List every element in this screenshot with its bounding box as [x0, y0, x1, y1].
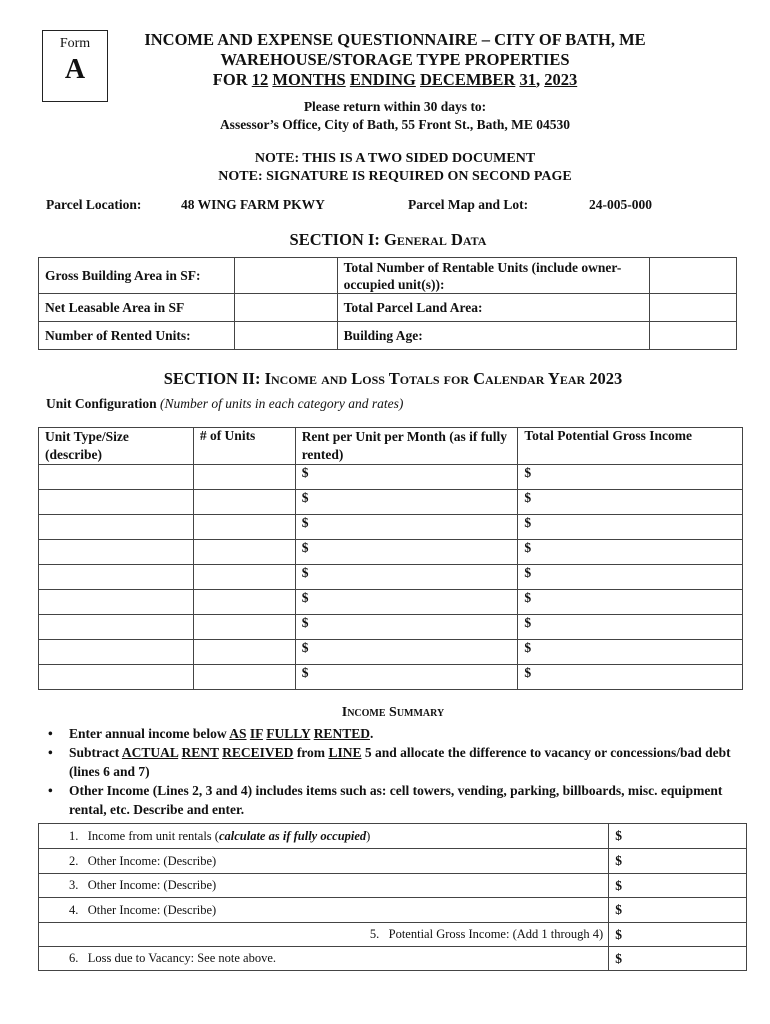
form-letter-box	[42, 30, 108, 102]
income-line-1-amount[interactable]: $	[609, 824, 747, 849]
return-address: Assessor’s Office, City of Bath, 55 Front St., Bath, ME 04530	[219, 117, 571, 132]
parcel-location-value: 48 WING FARM PKWY	[181, 197, 325, 212]
total-income-cell[interactable]: $	[518, 490, 743, 515]
general-data-row	[39, 322, 737, 350]
unit-count-cell[interactable]	[193, 665, 295, 690]
gross-building-area-input[interactable]	[234, 258, 337, 294]
rent-per-unit-cell[interactable]: $	[295, 565, 518, 590]
unit-type-cell[interactable]	[39, 465, 194, 490]
instruction-item: • Other Income (Lines 2, 3 and 4) includes items such as: cell towers, vending, parking, billboards, misc. equipment rental, etc. Describe and enter.	[48, 783, 723, 817]
building-age-label: Building Age:	[337, 322, 650, 350]
notes	[112, 150, 678, 186]
unit-row	[39, 465, 743, 490]
parcel-map-label: Parcel Map and Lot:	[408, 197, 529, 212]
total-income-cell[interactable]: $	[518, 465, 743, 490]
income-line-2-amount[interactable]: $	[609, 849, 747, 874]
total-rentable-units-input[interactable]	[650, 258, 737, 294]
income-line-1: 1. Income from unit rentals (calculate as if fully occupied)	[39, 824, 609, 849]
instruction-item: • Enter annual income below AS IF FULLY RENTED.	[48, 726, 374, 741]
rent-per-unit-cell[interactable]: $	[295, 540, 518, 565]
total-income-cell[interactable]: $	[518, 590, 743, 615]
unit-type-cell[interactable]	[39, 515, 194, 540]
total-rentable-units-label: Total Number of Rentable Units (include owner-occupied unit(s)):	[337, 258, 650, 294]
note-signature: NOTE: SIGNATURE IS REQUIRED ON SECOND PAGE	[218, 169, 572, 184]
unit-type-cell[interactable]	[39, 490, 194, 515]
parcel-location-label: Parcel Location:	[46, 197, 142, 212]
return-instructions	[112, 98, 678, 134]
return-line-1: Please return within 30 days to:	[303, 99, 487, 114]
income-line-3: 3. Other Income: (Describe)	[39, 874, 609, 898]
income-line-3-amount[interactable]: $	[609, 874, 747, 898]
total-potential-income-header: Total Potential Gross Income	[518, 428, 743, 465]
total-parcel-land-area-input[interactable]	[650, 294, 737, 322]
title-line-3: FOR 12 MONTHS ENDING DECEMBER 31, 2023	[212, 70, 578, 89]
total-parcel-land-area-label: Total Parcel Land Area:	[337, 294, 650, 322]
unit-row	[39, 590, 743, 615]
income-summary-table	[38, 823, 747, 971]
unit-count-cell[interactable]	[193, 515, 295, 540]
section-1-title: SECTION I: General Data	[289, 230, 487, 249]
unit-count-cell[interactable]	[193, 590, 295, 615]
form-letter: A	[64, 54, 86, 85]
unit-configuration-note: (Number of units in each category and rates)	[160, 396, 404, 411]
income-summary-instructions	[46, 724, 736, 819]
unit-count-cell[interactable]	[193, 490, 295, 515]
unit-count-cell[interactable]	[193, 615, 295, 640]
unit-configuration-label: Unit Configuration	[46, 396, 157, 411]
unit-type-cell[interactable]	[39, 590, 194, 615]
unit-row	[39, 615, 743, 640]
unit-type-cell[interactable]	[39, 640, 194, 665]
unit-count-cell[interactable]	[193, 540, 295, 565]
rent-per-unit-cell[interactable]: $	[295, 465, 518, 490]
rent-per-unit-cell[interactable]: $	[295, 590, 518, 615]
document-title	[112, 30, 678, 90]
rent-per-unit-cell[interactable]: $	[295, 515, 518, 540]
income-row	[39, 947, 747, 971]
unit-count-cell[interactable]	[193, 565, 295, 590]
rent-per-unit-header: Rent per Unit per Month (as if fully rented)	[295, 428, 518, 465]
number-rented-units-label: Number of Rented Units:	[39, 322, 235, 350]
net-leasable-area-label: Net Leasable Area in SF	[39, 294, 235, 322]
rent-per-unit-cell[interactable]: $	[295, 615, 518, 640]
unit-type-header: Unit Type/Size (describe)	[39, 428, 194, 465]
note-two-sided: NOTE: THIS IS A TWO SIDED DOCUMENT	[254, 151, 536, 166]
unit-row	[39, 490, 743, 515]
income-line-5-amount[interactable]: $	[609, 923, 747, 947]
title-line-1: INCOME AND EXPENSE QUESTIONNAIRE – CITY OF BATH, ME	[144, 30, 646, 49]
income-line-6: 6. Loss due to Vacancy: See note above.	[39, 947, 609, 971]
unit-type-cell[interactable]	[39, 540, 194, 565]
unit-configuration-heading	[46, 396, 403, 412]
building-age-input[interactable]	[650, 322, 737, 350]
total-income-cell[interactable]: $	[518, 615, 743, 640]
unit-row	[39, 540, 743, 565]
general-data-table	[38, 257, 737, 350]
unit-configuration-table	[38, 427, 743, 690]
rent-per-unit-cell[interactable]: $	[295, 665, 518, 690]
number-rented-units-input[interactable]	[234, 322, 337, 350]
income-row	[39, 874, 747, 898]
income-row	[39, 898, 747, 923]
income-line-2: 2. Other Income: (Describe)	[39, 849, 609, 874]
unit-row	[39, 665, 743, 690]
form-label: Form	[59, 36, 91, 51]
section-2-title: SECTION II: Income and Loss Totals for Calendar Year 2023	[163, 369, 623, 388]
general-data-row	[39, 294, 737, 322]
unit-count-cell[interactable]	[193, 465, 295, 490]
income-line-5: 5. Potential Gross Income: (Add 1 through 4)	[39, 923, 609, 947]
total-income-cell[interactable]: $	[518, 540, 743, 565]
title-line-2: WAREHOUSE/STORAGE TYPE PROPERTIES	[220, 50, 570, 69]
unit-type-cell[interactable]	[39, 565, 194, 590]
unit-row	[39, 565, 743, 590]
unit-row	[39, 515, 743, 540]
rent-per-unit-cell[interactable]: $	[295, 490, 518, 515]
unit-type-cell[interactable]	[39, 615, 194, 640]
parcel-map-value: 24-005-000	[589, 197, 652, 212]
general-data-row	[39, 258, 737, 294]
income-summary-title: Income Summary	[341, 705, 445, 720]
unit-table-header-row	[39, 428, 743, 465]
income-row	[39, 824, 747, 849]
rent-per-unit-cell[interactable]: $	[295, 640, 518, 665]
income-line-6-amount[interactable]: $	[609, 947, 747, 971]
total-income-cell[interactable]: $	[518, 515, 743, 540]
income-line-4-amount[interactable]: $	[609, 898, 747, 923]
instruction-item: • Subtract ACTUAL RENT RECEIVED from LINE 5 and allocate the difference to vacancy or concessions/bad debt (lines 6 and 7)	[48, 745, 731, 779]
total-income-cell[interactable]: $	[518, 565, 743, 590]
total-income-cell[interactable]: $	[518, 665, 743, 690]
unit-row	[39, 640, 743, 665]
net-leasable-area-input[interactable]	[234, 294, 337, 322]
unit-count-cell[interactable]	[193, 640, 295, 665]
income-line-4: 4. Other Income: (Describe)	[39, 898, 609, 923]
unit-type-cell[interactable]	[39, 665, 194, 690]
unit-count-header: # of Units	[193, 428, 295, 465]
gross-building-area-label: Gross Building Area in SF:	[39, 258, 235, 294]
income-row	[39, 923, 747, 947]
total-income-cell[interactable]: $	[518, 640, 743, 665]
income-row	[39, 849, 747, 874]
